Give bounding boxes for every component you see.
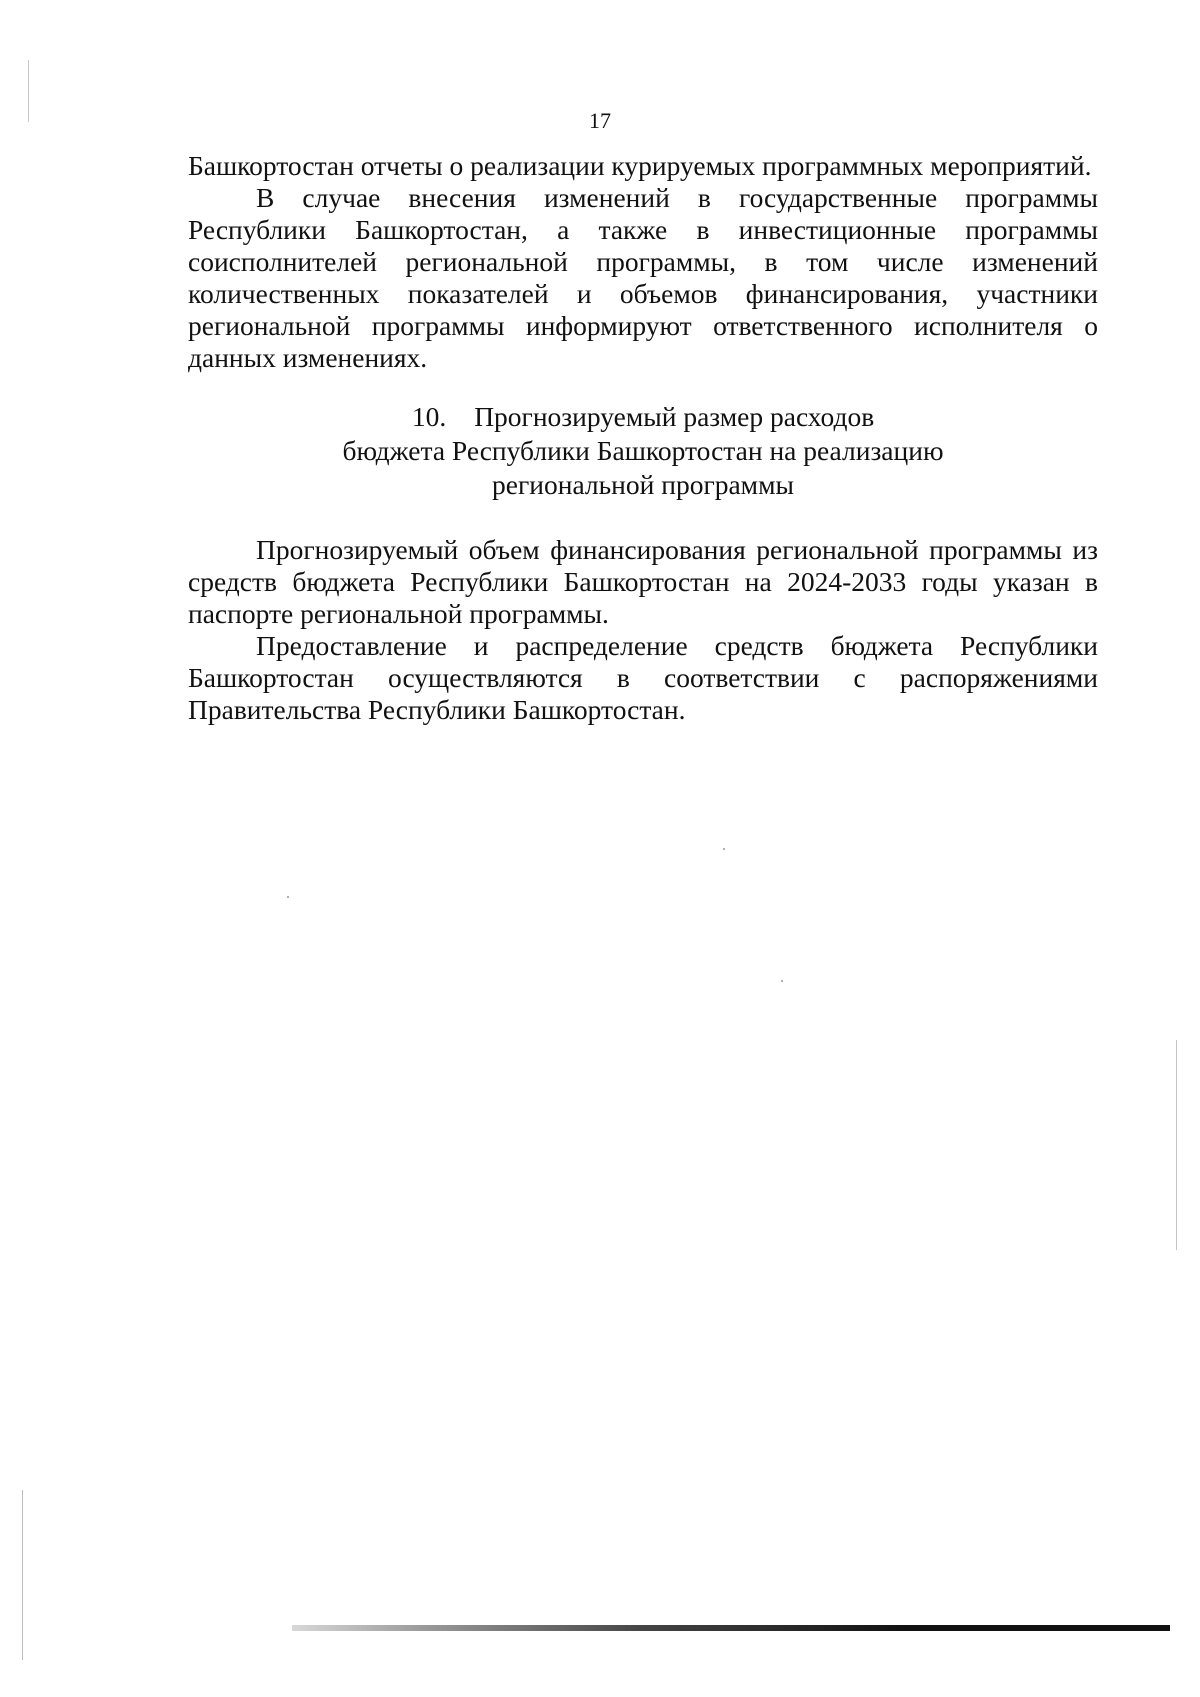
section-title-part-1: Прогнозируемый размер расходов bbox=[474, 401, 875, 432]
page-number: 17 bbox=[589, 108, 611, 133]
section-heading-line-1 bbox=[188, 400, 1098, 434]
paragraph-funds-distribution: Предоставление и распределение средств бюджета Республики Башкортостан осуществляются в соответствии с распоряжениями Правительства Республики Башкортостан. bbox=[188, 630, 1098, 725]
paragraph-financing-volume: Прогнозируемый объем финансирования региональной программы из средств бюджета Республики Башкортостан на 2024-2033 годы указан в паспорте региональной программы. bbox=[188, 534, 1098, 629]
scan-speck bbox=[781, 980, 783, 982]
section-title-part-2: бюджета Республики Башкортостан на реализацию bbox=[342, 435, 944, 466]
scan-speck bbox=[287, 896, 289, 898]
paragraph-continuation: Башкортостан отчеты о реализации курируемых программных мероприятий. bbox=[188, 150, 1092, 181]
section-title-part-3: региональной программы bbox=[492, 469, 794, 500]
paragraph-program-changes: В случае внесения изменений в государственные программы Республики Башкортостан, а также в инвестиционные программы соисполнителей региональной программы, в том числе изменений количественных показателей и объемов финансирования, участники региональной программы информируют ответственного исполнителя о данных изменениях. bbox=[188, 182, 1098, 373]
scan-artifact-bottom-edge bbox=[292, 1625, 1170, 1631]
scan-artifact-right bbox=[1176, 1040, 1177, 1250]
document-body bbox=[188, 150, 1098, 726]
scan-artifact-left-bottom bbox=[22, 1490, 23, 1660]
section-number: 10. bbox=[411, 401, 447, 432]
scan-speck bbox=[723, 848, 725, 850]
section-heading bbox=[188, 400, 1098, 502]
